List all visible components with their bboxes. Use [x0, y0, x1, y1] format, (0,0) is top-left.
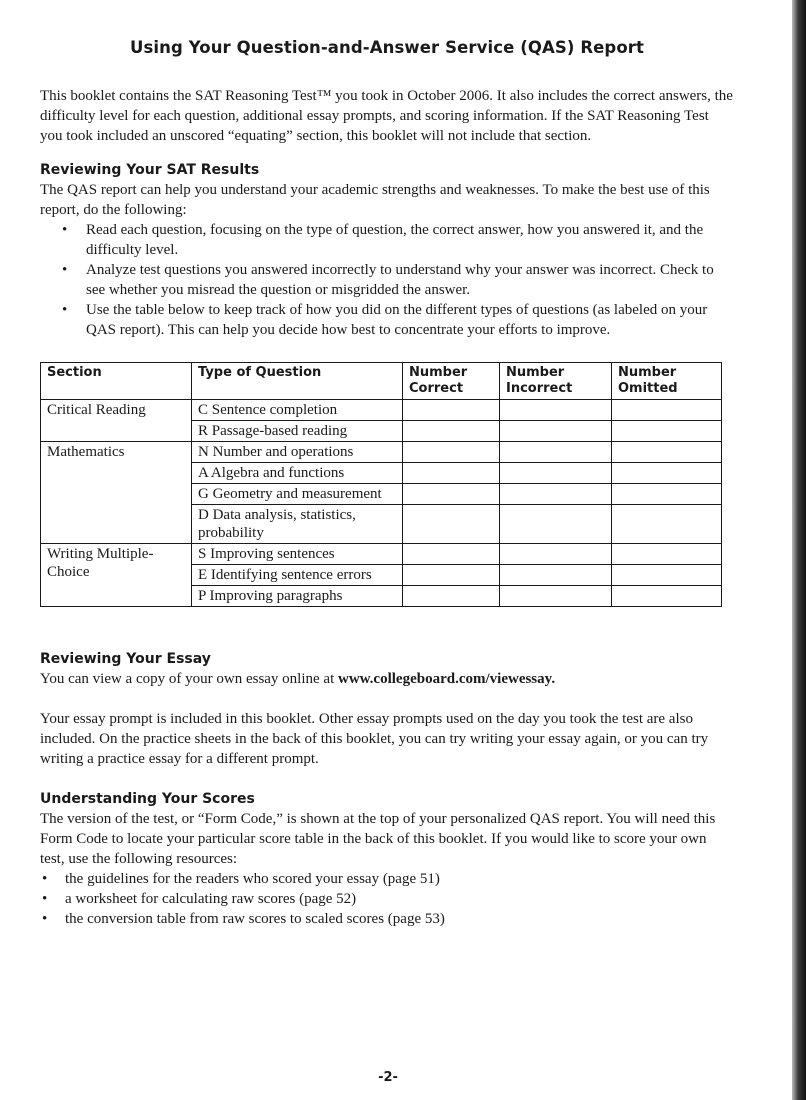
scan-edge: [792, 0, 806, 1100]
question-type-cell: A Algebra and functions: [192, 463, 403, 484]
table-row: [41, 442, 722, 463]
number-correct-cell[interactable]: [403, 586, 500, 607]
number-correct-cell[interactable]: [403, 400, 500, 421]
question-type-cell: S Improving sentences: [192, 544, 403, 565]
question-type-cell: E Identifying sentence errors: [192, 565, 403, 586]
number-correct-cell[interactable]: [403, 421, 500, 442]
number-correct-cell[interactable]: [403, 442, 500, 463]
question-type-cell: D Data analysis, statistics, probability: [192, 505, 403, 544]
header-section: Section: [41, 363, 192, 400]
essay-paragraph: Your essay prompt is included in this booklet. Other essay prompts used on the day you took the test are also included. On the practice sheets in the back of this booklet, you can try writing your essay again, or you can try writing a practice essay for a different prompt.: [40, 711, 709, 767]
question-type-cell: C Sentence completion: [192, 400, 403, 421]
section-writing-multiple-choice: Writing Multiple-Choice: [41, 544, 192, 607]
header-correct: Number Correct: [403, 363, 500, 400]
header-omitted: Number Omitted: [612, 363, 722, 400]
question-type-cell: N Number and operations: [192, 442, 403, 463]
intro-paragraph: This booklet contains the SAT Reasoning Test™ you took in October 2006. It also includes the correct answers, the difficulty level for each question, additional essay prompts, and scoring information. If the SAT Reasoning Test you took included an unscored “equating” section, this booklet will not include that section.: [40, 88, 733, 144]
number-correct-cell[interactable]: [403, 484, 500, 505]
essay-line-1: [40, 669, 734, 689]
number-incorrect-cell[interactable]: [500, 586, 612, 607]
number-incorrect-cell[interactable]: [500, 505, 612, 544]
number-correct-cell[interactable]: [403, 565, 500, 586]
number-omitted-cell[interactable]: [612, 484, 722, 505]
number-correct-cell[interactable]: [403, 505, 500, 544]
section-mathematics: Mathematics: [41, 442, 192, 544]
header-incorrect: Number Incorrect: [500, 363, 612, 400]
page-number: -2-: [378, 1070, 398, 1085]
number-incorrect-cell[interactable]: [500, 484, 612, 505]
scores-lead: The version of the test, or “Form Code,” is shown at the top of your personalized QAS report. You will need this Form Code to locate your particular score table in the back of this booklet. If you would like to score your own test, use the following resources:: [40, 811, 716, 867]
number-omitted-cell[interactable]: [612, 586, 722, 607]
question-type-cell: G Geometry and measurement: [192, 484, 403, 505]
list-item: • Use the table below to keep track of how you did on the different types of questions (as labeled on your QAS report). This can help you decide how best to concentrate your efforts to improve.: [40, 300, 734, 340]
results-bullet-list: [40, 220, 734, 340]
scores-heading: Understanding Your Scores: [40, 791, 255, 807]
number-incorrect-cell[interactable]: [500, 544, 612, 565]
scores-bullet-list: [40, 869, 734, 929]
number-omitted-cell[interactable]: [612, 505, 722, 544]
number-omitted-cell[interactable]: [612, 565, 722, 586]
results-lead: The QAS report can help you understand your academic strengths and weaknesses. To make the best use of this report, do the following:: [40, 182, 710, 218]
list-item: • the guidelines for the readers who scored your essay (page 51): [40, 869, 734, 889]
number-omitted-cell[interactable]: [612, 400, 722, 421]
table-header-row: [41, 363, 722, 400]
number-correct-cell[interactable]: [403, 544, 500, 565]
number-omitted-cell[interactable]: [612, 544, 722, 565]
results-heading: Reviewing Your SAT Results: [40, 162, 260, 178]
number-omitted-cell[interactable]: [612, 463, 722, 484]
view-essay-link[interactable]: www.collegeboard.com/viewessay.: [338, 671, 556, 687]
header-type: Type of Question: [192, 363, 403, 400]
list-item: • Read each question, focusing on the type of question, the correct answer, how you answered it, and the difficulty level.: [40, 220, 734, 260]
essay-heading: Reviewing Your Essay: [40, 651, 211, 667]
number-omitted-cell[interactable]: [612, 442, 722, 463]
list-item: • Analyze test questions you answered incorrectly to understand why your answer was incorrect. Check to see whether you misread the question or misgridded the answer.: [40, 260, 734, 300]
number-omitted-cell[interactable]: [612, 421, 722, 442]
results-tracking-table: [40, 362, 722, 607]
essay-line-text: You can view a copy of your own essay online at: [40, 671, 339, 687]
document-page: [40, 30, 734, 929]
question-type-cell: P Improving paragraphs: [192, 586, 403, 607]
question-type-cell: R Passage-based reading: [192, 421, 403, 442]
number-incorrect-cell[interactable]: [500, 463, 612, 484]
number-incorrect-cell[interactable]: [500, 565, 612, 586]
number-incorrect-cell[interactable]: [500, 421, 612, 442]
number-incorrect-cell[interactable]: [500, 442, 612, 463]
section-critical-reading: Critical Reading: [41, 400, 192, 442]
list-item: • the conversion table from raw scores to scaled scores (page 53): [40, 909, 734, 929]
number-incorrect-cell[interactable]: [500, 400, 612, 421]
number-correct-cell[interactable]: [403, 463, 500, 484]
list-item: • a worksheet for calculating raw scores (page 52): [40, 889, 734, 909]
page-title: Using Your Question-and-Answer Service (QAS) Report: [129, 38, 645, 57]
table-row: [41, 544, 722, 565]
table-row: [41, 400, 722, 421]
